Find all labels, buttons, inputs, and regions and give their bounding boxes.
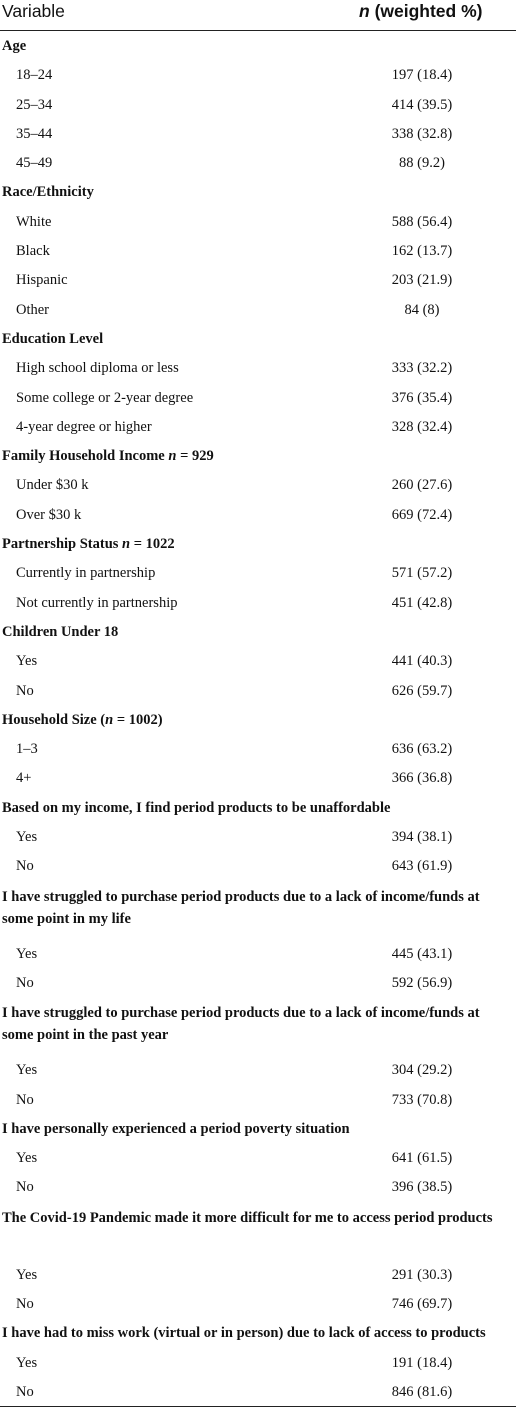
group-label-text: Age	[2, 38, 27, 54]
group-row	[0, 177, 516, 206]
table-row	[0, 470, 516, 499]
row-value: 291 (30.3)	[391, 1266, 453, 1283]
row-value: 571 (57.2)	[391, 565, 453, 582]
row-value: 441 (40.3)	[391, 653, 453, 670]
table-row	[0, 646, 516, 675]
group-label-text: I have personally experienced a period poverty situation	[2, 1120, 350, 1137]
group-label	[2, 886, 514, 930]
table-row	[0, 851, 516, 880]
row-label: No	[16, 1383, 34, 1400]
row-label: Yes	[16, 1062, 38, 1079]
group-label	[2, 1002, 514, 1046]
group-label-text: I have struggled to purchase period products due to a lack of income/funds at some point in my life	[2, 888, 480, 927]
table-row	[0, 1143, 516, 1172]
row-label: Some college or 2-year degree	[16, 389, 194, 406]
row-value: 846 (81.6)	[391, 1383, 453, 1400]
table-row	[0, 968, 516, 997]
header-n-weighted	[359, 1, 482, 22]
group-label-text: Children Under 18	[2, 623, 119, 640]
row-value: 588 (56.4)	[391, 213, 453, 230]
table-row	[0, 1348, 516, 1377]
group-n-value: = 1022	[130, 536, 175, 553]
row-label: 45–49	[16, 155, 53, 172]
row-value: 328 (32.4)	[391, 418, 453, 435]
group-row	[0, 324, 516, 353]
group-label-text: The Covid-19 Pandemic made it more difficult for me to access period products	[2, 1209, 493, 1226]
group-label	[2, 712, 163, 729]
row-label: Currently in partnership	[16, 565, 156, 582]
row-value: 304 (29.2)	[391, 1062, 453, 1079]
group-n-symbol: n	[168, 448, 177, 465]
row-value: 733 (70.8)	[391, 1091, 453, 1108]
table-row	[0, 588, 516, 617]
row-label: Yes	[16, 945, 38, 962]
group-row	[0, 529, 516, 558]
header-variable: Variable	[2, 1, 65, 21]
row-label: 1–3	[16, 741, 38, 758]
group-row	[0, 1318, 516, 1347]
group-label	[2, 331, 103, 348]
group-label	[2, 536, 175, 553]
table-row	[0, 558, 516, 587]
table-row	[0, 119, 516, 148]
row-label: Not currently in partnership	[16, 594, 178, 611]
group-row	[0, 881, 516, 939]
row-label: No	[16, 1179, 34, 1196]
table-row	[0, 148, 516, 177]
row-label: Black	[16, 243, 50, 260]
row-label: No	[16, 1295, 34, 1312]
row-value: 592 (56.9)	[391, 974, 453, 991]
group-label-text: Partnership Status	[2, 536, 123, 553]
row-label: Yes	[16, 653, 38, 670]
row-value: 669 (72.4)	[391, 506, 453, 523]
group-label	[2, 1121, 350, 1138]
row-value: 162 (13.7)	[391, 243, 453, 260]
row-value: 641 (61.5)	[391, 1150, 453, 1167]
row-label: Yes	[16, 1354, 38, 1371]
table-row	[0, 383, 516, 412]
table-row	[0, 207, 516, 236]
row-label: 35–44	[16, 125, 53, 142]
table-row	[0, 60, 516, 89]
group-n-symbol: n	[105, 711, 114, 728]
table-row	[0, 939, 516, 968]
group-label	[2, 184, 94, 201]
row-value: 260 (27.6)	[391, 477, 453, 494]
group-n-symbol: n	[122, 536, 131, 553]
group-label-text: Race/Ethnicity	[2, 184, 94, 201]
row-label: Other	[16, 301, 50, 318]
group-label-text: Education Level	[2, 330, 104, 347]
table-row	[0, 1260, 516, 1289]
row-label: White	[16, 213, 52, 230]
row-label: Yes	[16, 1266, 38, 1283]
group-row	[0, 441, 516, 470]
group-n-value: = 1002)	[113, 711, 163, 728]
group-row	[0, 1114, 516, 1143]
table-body	[0, 31, 516, 1406]
table-row	[0, 676, 516, 705]
row-value: 396 (38.5)	[391, 1179, 453, 1196]
row-value: 191 (18.4)	[391, 1354, 453, 1371]
row-label: 18–24	[16, 67, 53, 84]
row-value: 636 (63.2)	[391, 741, 453, 758]
group-label-text: I have struggled to purchase period products due to a lack of income/funds at some point in the past year	[2, 1005, 480, 1044]
table-row	[0, 822, 516, 851]
row-label: No	[16, 1091, 34, 1108]
group-label-text: I have had to miss work (virtual or in person) due to lack of access to products	[2, 1325, 486, 1342]
table-row	[0, 1085, 516, 1114]
row-label: Yes	[16, 829, 38, 846]
row-label: 4+	[16, 770, 32, 787]
group-row	[0, 705, 516, 734]
table-row	[0, 265, 516, 294]
group-row	[0, 617, 516, 646]
row-value: 376 (35.4)	[391, 389, 453, 406]
row-value: 203 (21.9)	[391, 272, 453, 289]
group-label	[2, 1207, 514, 1229]
row-value: 445 (43.1)	[391, 945, 453, 962]
row-label: No	[16, 682, 34, 699]
row-label: 25–34	[16, 96, 53, 113]
row-label: 4-year degree or higher	[16, 418, 152, 435]
table-row	[0, 763, 516, 792]
group-label	[2, 624, 118, 641]
row-value: 197 (18.4)	[391, 67, 453, 84]
row-label: Yes	[16, 1150, 38, 1167]
table-row	[0, 412, 516, 441]
table-row	[0, 1172, 516, 1201]
row-label: High school diploma or less	[16, 360, 179, 377]
group-row	[0, 793, 516, 822]
group-label	[2, 1325, 486, 1342]
group-label-text: Based on my income, I find period products to be unaffordable	[2, 799, 391, 816]
table-row	[0, 1377, 516, 1406]
row-value: 338 (32.8)	[391, 125, 453, 142]
row-label: Under $30 k	[16, 477, 89, 494]
row-value: 414 (39.5)	[391, 96, 453, 113]
table-row	[0, 500, 516, 529]
group-label	[2, 38, 26, 55]
row-value: 88 (9.2)	[399, 155, 445, 172]
table-row	[0, 734, 516, 763]
row-value: 626 (59.7)	[391, 682, 453, 699]
group-label	[2, 448, 214, 465]
group-row	[0, 997, 516, 1055]
row-value: 643 (61.9)	[391, 858, 453, 875]
table-row	[0, 90, 516, 119]
group-label-text: Household Size (	[2, 711, 106, 728]
row-label: Hispanic	[16, 272, 68, 289]
row-value: 394 (38.1)	[391, 829, 453, 846]
group-row	[0, 1202, 516, 1260]
row-value: 84 (8)	[404, 301, 440, 318]
row-value: 451 (42.8)	[391, 594, 453, 611]
group-label	[2, 800, 390, 817]
table-row	[0, 236, 516, 265]
row-label: No	[16, 858, 34, 875]
row-label: No	[16, 974, 34, 991]
table-row	[0, 353, 516, 382]
header-weighted: (weighted %)	[369, 1, 483, 21]
table-header	[0, 0, 516, 31]
header-n: n	[359, 1, 370, 21]
row-value: 333 (32.2)	[391, 360, 453, 377]
row-label: Over $30 k	[16, 506, 82, 523]
row-value: 746 (69.7)	[391, 1295, 453, 1312]
group-label-text: Family Household Income	[2, 448, 169, 465]
row-value: 366 (36.8)	[391, 770, 453, 787]
table-row	[0, 295, 516, 324]
group-row	[0, 31, 516, 60]
table-row	[0, 1289, 516, 1318]
group-n-value: = 929	[176, 448, 214, 465]
table-row	[0, 1055, 516, 1084]
